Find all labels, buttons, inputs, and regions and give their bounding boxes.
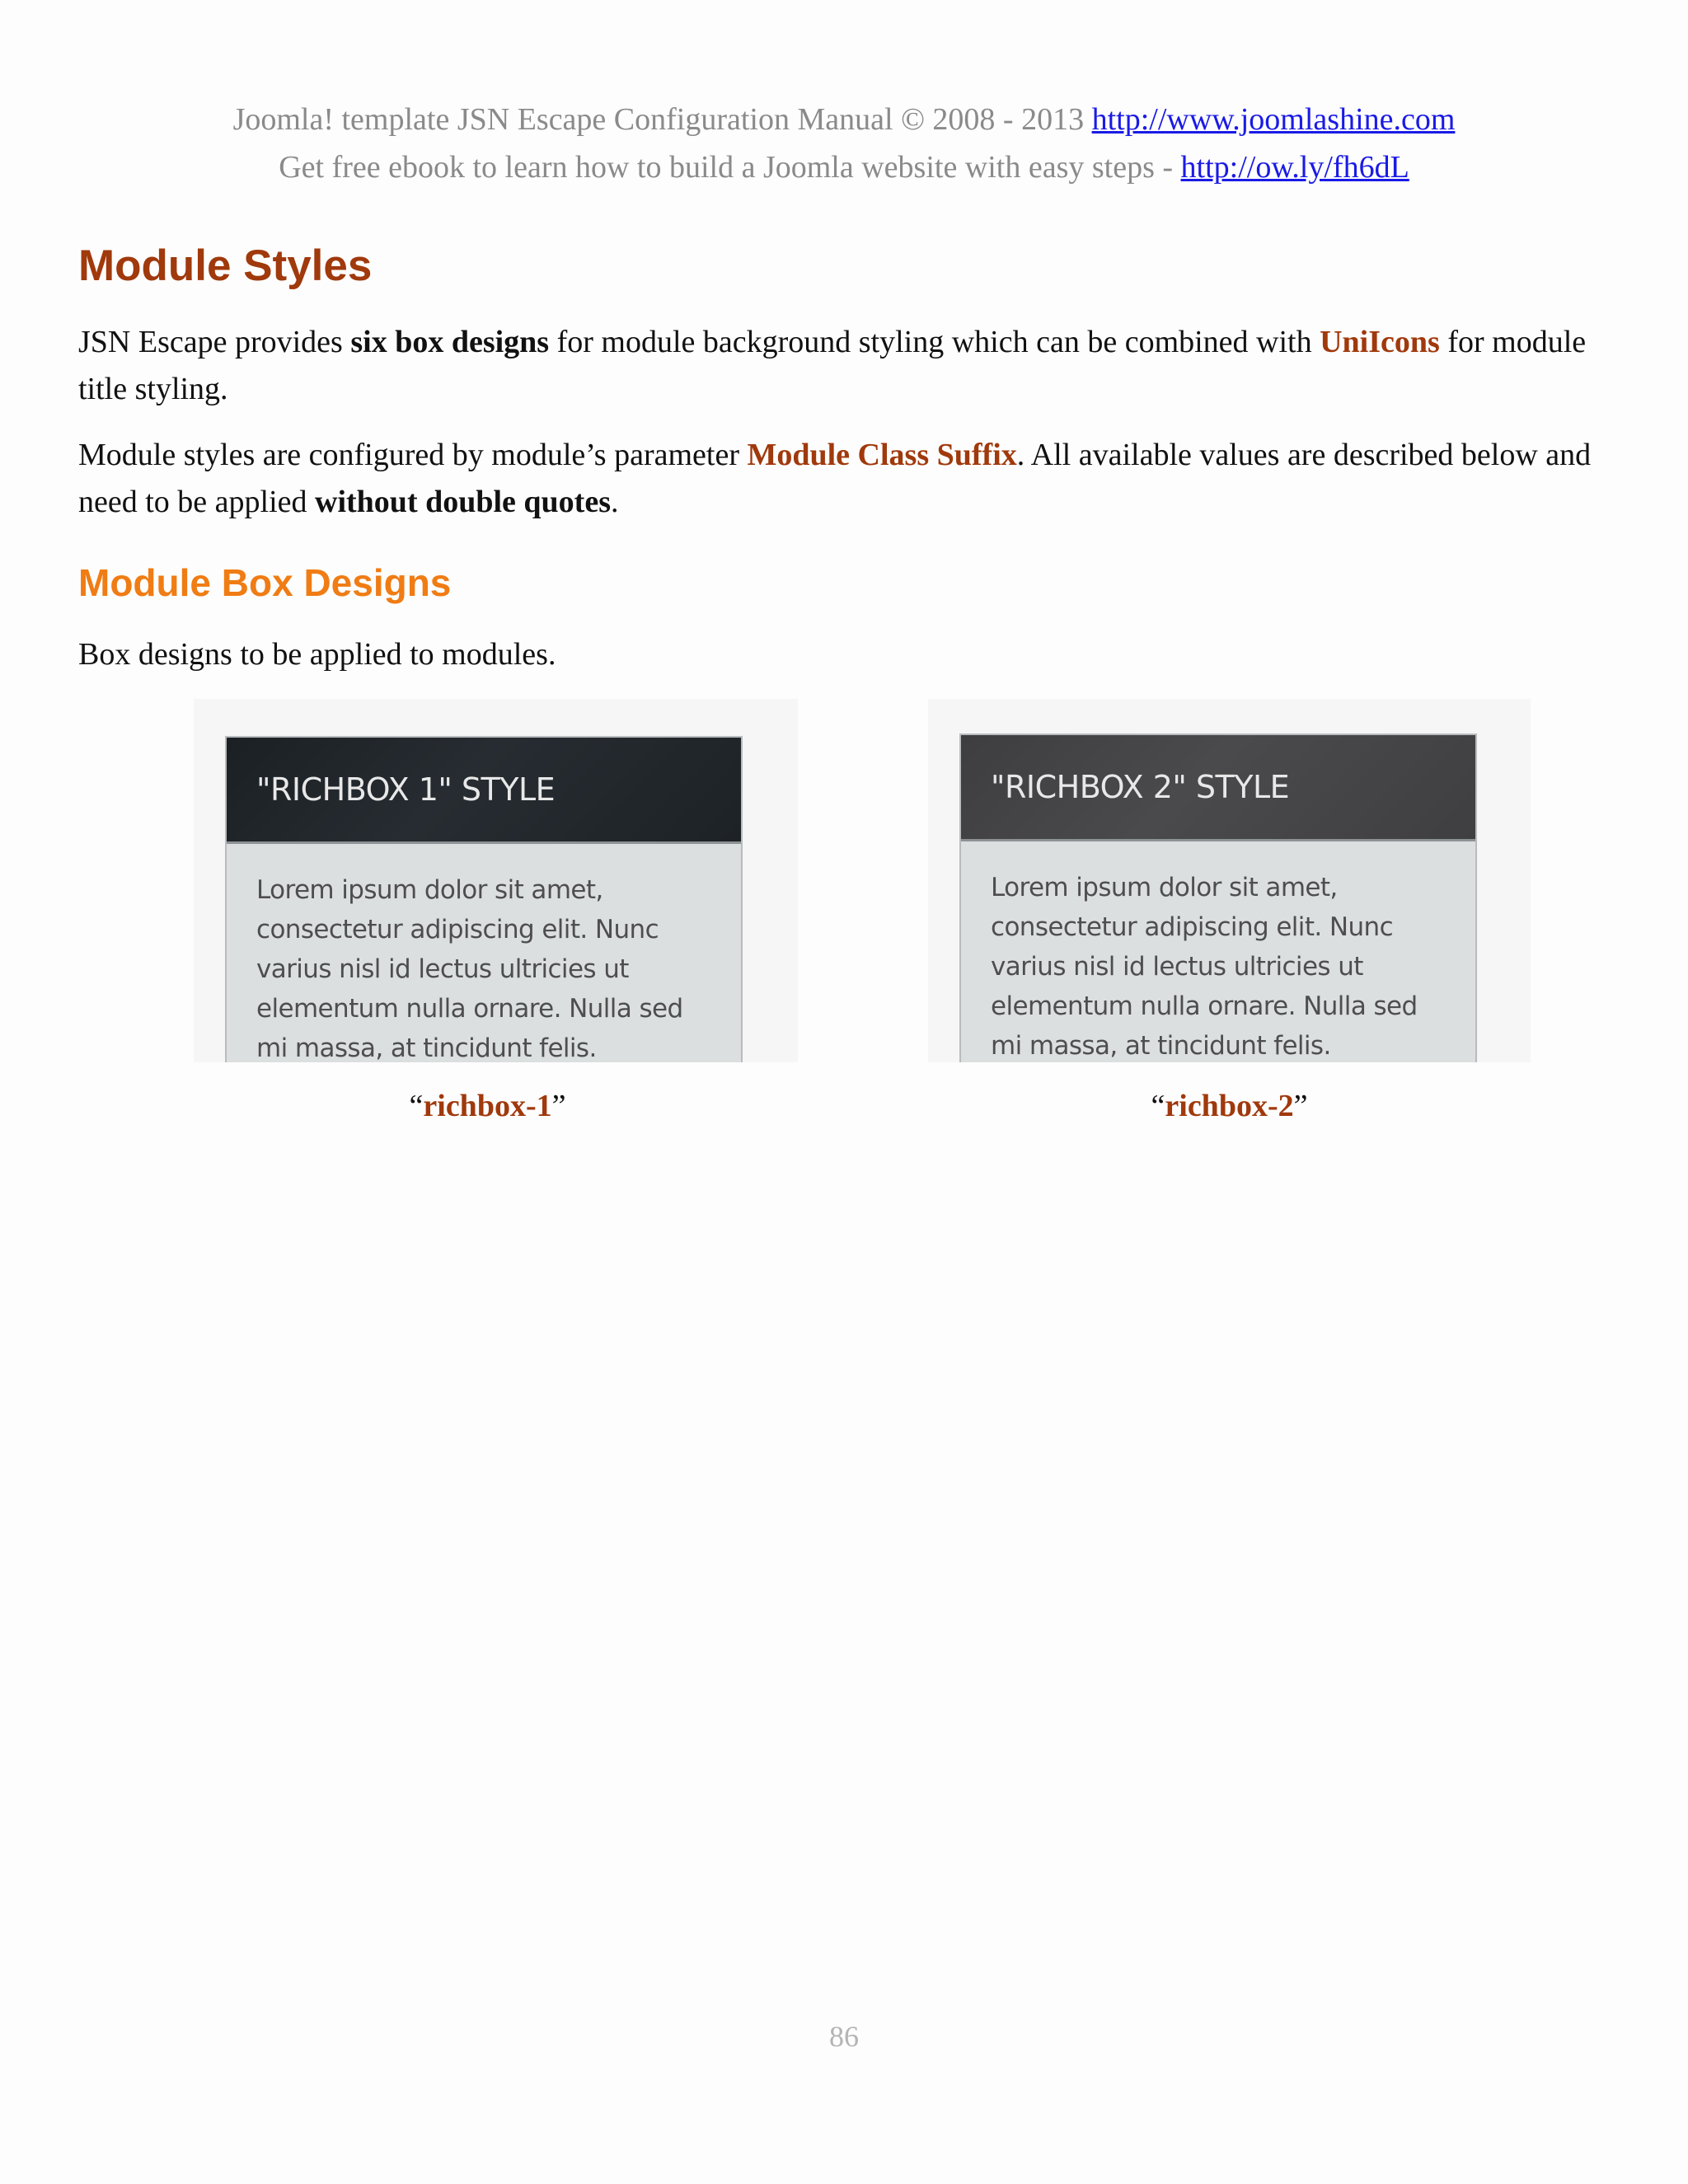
- richbox-2-caption-value: richbox-2: [1165, 1089, 1294, 1123]
- richbox-1-caption-value: richbox-1: [423, 1089, 552, 1123]
- header-line-2-text: Get free ebook to learn how to build a Joomla website with easy steps -: [279, 150, 1181, 185]
- subsection-title: Module Box Designs: [78, 561, 452, 604]
- p2-text-c: . All available values are described below and need to be applied: [78, 438, 1592, 519]
- richbox-1-screenshot: [177, 699, 798, 1062]
- joomlashine-link[interactable]: http://www.joomlashine.com: [1091, 102, 1456, 137]
- subsection-intro: Box designs to be applied to modules.: [78, 637, 556, 672]
- config-paragraph: [78, 432, 1628, 526]
- richbox-2-title: "RICHBOX 2" STYLE: [961, 735, 1475, 841]
- page-number: 86: [829, 2020, 859, 2053]
- p1-text-e: for module title styling.: [78, 325, 1587, 406]
- richbox-2-body: Lorem ipsum dolor sit amet, consectetur adipiscing elit. Nunc varius nisl id lectus ultricies ut elementum nulla ornare. Nulla sed mi massa, at tincidunt felis.: [991, 873, 1418, 1061]
- p2-text-e: .: [611, 485, 619, 519]
- p2-text-a: Module styles are configured by module’s parameter: [78, 438, 748, 472]
- richbox-2-caption-open: “: [1151, 1089, 1165, 1123]
- header-line-1: [0, 96, 1688, 143]
- p1-emphasis-box-designs: six box designs: [350, 325, 550, 359]
- richbox-1-caption-close: ”: [551, 1089, 566, 1123]
- ebook-link[interactable]: http://ow.ly/fh6dL: [1180, 150, 1409, 185]
- p1-text-c: for module background styling which can be combined with: [549, 325, 1320, 359]
- p2-highlight-module-class-suffix: Module Class Suffix: [747, 438, 1017, 472]
- p1-text-a: JSN Escape provides: [78, 325, 351, 359]
- intro-paragraph: [78, 319, 1628, 413]
- richbox-2-screenshot: [928, 699, 1531, 1062]
- richbox-1-module: [225, 736, 743, 1062]
- section-title: Module Styles: [78, 241, 373, 290]
- richbox-2-module: [959, 733, 1477, 1062]
- richbox-1-caption: [177, 1086, 798, 1126]
- p1-highlight-uniicons: UniIcons: [1320, 325, 1440, 359]
- header-line-2: [0, 143, 1688, 191]
- richbox-1-body: Lorem ipsum dolor sit amet, consectetur adipiscing elit. Nunc varius nisl id lectus ultricies ut elementum nulla ornare. Nulla sed mi massa, at tincidunt felis.: [256, 875, 683, 1062]
- page-header: [0, 96, 1688, 191]
- richbox-2-caption-close: ”: [1293, 1089, 1308, 1123]
- richbox-2-caption: [928, 1086, 1531, 1126]
- p2-emphasis-without-quotes: without double quotes: [315, 485, 611, 519]
- richbox-1-caption-open: “: [409, 1089, 424, 1123]
- header-line-1-text: Joomla! template JSN Escape Configuration Manual © 2008 - 2013: [232, 102, 1092, 137]
- richbox-1-title: "RICHBOX 1" STYLE: [227, 738, 741, 844]
